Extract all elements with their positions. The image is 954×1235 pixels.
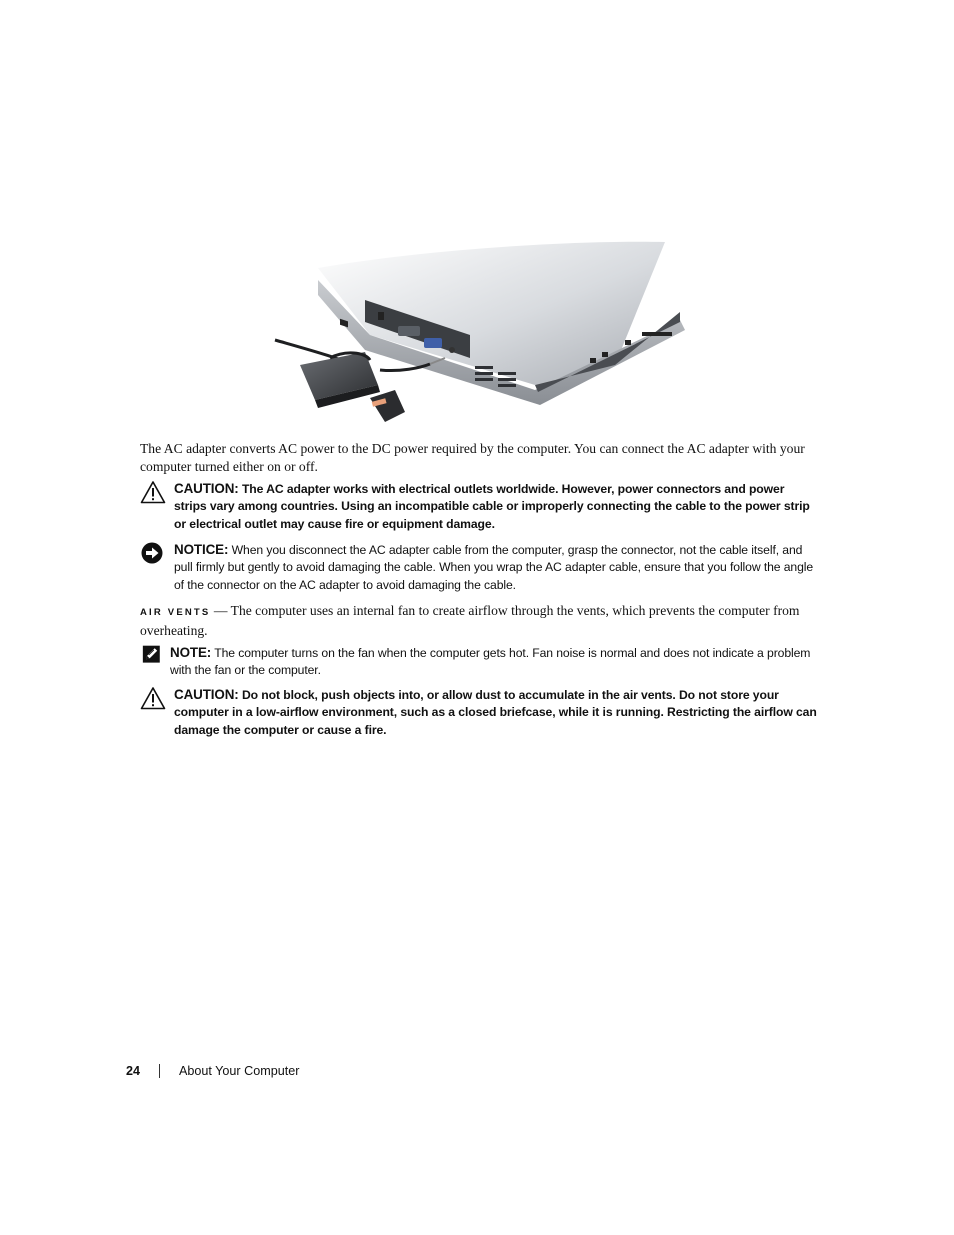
- air-vents-heading: AIR VENTS: [140, 607, 211, 618]
- notice-label: NOTICE:: [174, 542, 229, 557]
- note-pencil-icon: [142, 644, 164, 666]
- air-vents-body: The computer uses an internal fan to create airflow through the vents, which prevents the computer from overheating.: [140, 603, 800, 638]
- caution-1-text: [174, 480, 820, 533]
- note-label: NOTE:: [170, 645, 212, 660]
- page-number: 24: [126, 1064, 141, 1078]
- caution-2-text: [174, 686, 820, 739]
- ac-adapter-paragraph: The AC adapter converts AC power to the DC power required by the computer. You can connect the AC adapter with your computer turned either on or off.: [140, 441, 805, 474]
- laptop-ac-adapter-illustration: [270, 240, 690, 430]
- notice-block: [140, 541, 820, 594]
- air-vents-paragraph: [140, 602, 820, 639]
- caution-triangle-icon: [140, 686, 166, 710]
- caution-2-body: Do not block, push objects into, or allow dust to accumulate in the air vents. Do not store your computer in a low-airflow environment, such as a closed briefcase, while it is running. Restricting the airflow can damage the computer or cause a fire.: [174, 688, 817, 737]
- note-body: The computer turns on the fan when the computer gets hot. Fan noise is normal and does not indicate a problem with the fan or the computer.: [170, 646, 811, 678]
- caution-block-2: [140, 686, 820, 739]
- caution-1-label: CAUTION:: [174, 481, 239, 496]
- note-text: [170, 644, 820, 680]
- air-vents-dash: —: [210, 603, 231, 618]
- notice-body: When you disconnect the AC adapter cable from the computer, grasp the connector, not the cable itself, and pull firmly but gently to avoid damaging the cable. When you wrap the AC adapter cable, ensure that you follow the angle of the connector on the AC adapter to avoid damaging the cable.: [174, 543, 814, 592]
- caution-1-body: The AC adapter works with electrical outlets worldwide. However, power connectors and power strips vary among countries. Using an incompatible cable or improperly connecting the cable to the power strip or electrical outlet may cause fire or equipment damage.: [174, 482, 810, 531]
- caution-block-1: [140, 480, 820, 533]
- caution-2-label: CAUTION:: [174, 687, 239, 702]
- note-block: [140, 644, 820, 680]
- footer-section-title: About Your Computer: [179, 1064, 300, 1078]
- caution-triangle-icon: [140, 480, 166, 504]
- notice-arrow-icon: [140, 541, 166, 565]
- notice-text: [174, 541, 820, 594]
- footer-separator: [159, 1064, 160, 1078]
